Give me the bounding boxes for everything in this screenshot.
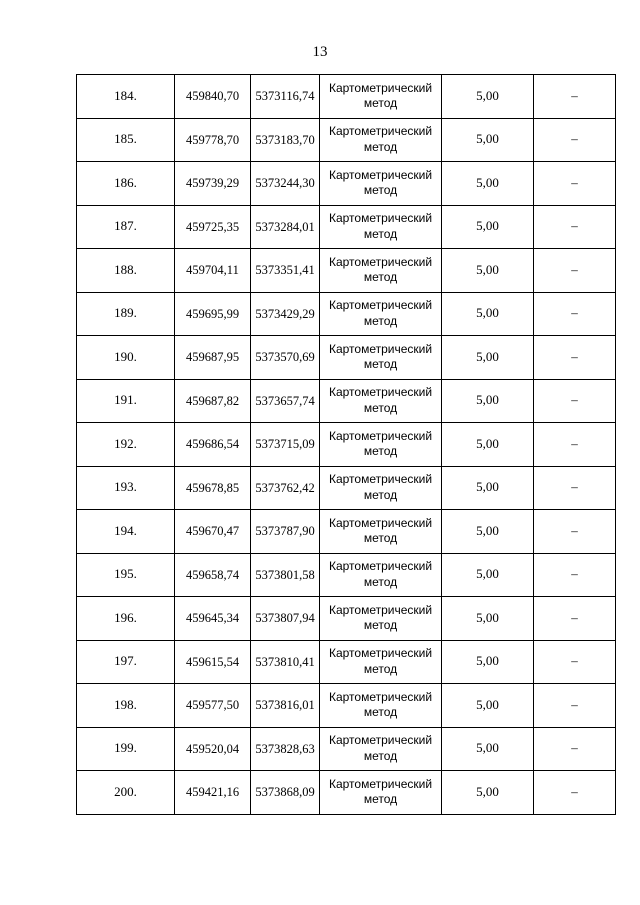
method-line-2: метод [363,444,398,459]
point-number: 198. [77,684,175,728]
coordinate-y: 5373807,94 [251,597,320,641]
coordinate-x: 459687,95 [175,336,251,380]
method-line-1: Картометрический [328,733,433,748]
note: – [534,118,616,162]
method-line-2: метод [363,313,398,328]
coordinate-y: 5373810,41 [251,640,320,684]
method-line-2: метод [363,661,398,676]
method-cell [320,640,442,684]
accuracy: 5,00 [442,118,534,162]
method-line-1: Картометрический [328,472,433,487]
method-line-2: метод [363,357,398,372]
table-row [77,423,616,467]
method-cell [320,423,442,467]
note: – [534,727,616,771]
method-line-2: метод [363,531,398,546]
coordinates-table-body [77,75,616,815]
accuracy: 5,00 [442,597,534,641]
method-cell [320,75,442,119]
point-number: 185. [77,118,175,162]
coordinate-y: 5373762,42 [251,466,320,510]
coordinate-y: 5373570,69 [251,336,320,380]
accuracy: 5,00 [442,292,534,336]
note: – [534,640,616,684]
method-line-1: Картометрический [328,341,433,356]
note: – [534,684,616,728]
method-line-2: метод [363,96,398,111]
method-cell [320,249,442,293]
method-line-2: метод [363,400,398,415]
accuracy: 5,00 [442,75,534,119]
coordinate-x: 459687,82 [175,379,251,423]
method-line-1: Картометрический [328,428,433,443]
accuracy: 5,00 [442,727,534,771]
table-row [77,162,616,206]
point-number: 200. [77,771,175,815]
coordinate-y: 5373351,41 [251,249,320,293]
note: – [534,249,616,293]
method-line-1: Картометрический [328,559,433,574]
table-row [77,684,616,728]
coordinate-y: 5373284,01 [251,205,320,249]
point-number: 197. [77,640,175,684]
coordinate-y: 5373183,70 [251,118,320,162]
coordinate-x: 459670,47 [175,510,251,554]
coordinate-x: 459421,16 [175,771,251,815]
point-number: 189. [77,292,175,336]
note: – [534,466,616,510]
coordinate-y: 5373429,29 [251,292,320,336]
coordinate-x: 459615,54 [175,640,251,684]
coordinate-x: 459645,34 [175,597,251,641]
accuracy: 5,00 [442,553,534,597]
method-line-2: метод [363,574,398,589]
point-number: 184. [77,75,175,119]
accuracy: 5,00 [442,336,534,380]
method-line-1: Картометрический [328,254,433,269]
coordinate-y: 5373816,01 [251,684,320,728]
accuracy: 5,00 [442,640,534,684]
table-row [77,597,616,641]
coordinate-x: 459658,74 [175,553,251,597]
note: – [534,75,616,119]
accuracy: 5,00 [442,510,534,554]
method-cell [320,379,442,423]
coordinate-y: 5373715,09 [251,423,320,467]
method-line-1: Картометрический [328,298,433,313]
coordinate-y: 5373868,09 [251,771,320,815]
table-row [77,75,616,119]
note: – [534,510,616,554]
method-line-1: Картометрический [328,646,433,661]
note: – [534,379,616,423]
coordinate-y: 5373801,58 [251,553,320,597]
method-line-2: метод [363,139,398,154]
coordinate-y: 5373787,90 [251,510,320,554]
method-line-1: Картометрический [328,515,433,530]
accuracy: 5,00 [442,423,534,467]
accuracy: 5,00 [442,684,534,728]
method-cell [320,336,442,380]
point-number: 195. [77,553,175,597]
table-row [77,727,616,771]
point-number: 196. [77,597,175,641]
coordinate-x: 459695,99 [175,292,251,336]
note: – [534,336,616,380]
point-number: 191. [77,379,175,423]
note: – [534,553,616,597]
method-line-1: Картометрический [328,80,433,95]
table-row [77,466,616,510]
point-number: 186. [77,162,175,206]
coordinate-x: 459678,85 [175,466,251,510]
point-number: 188. [77,249,175,293]
table-row [77,379,616,423]
table-row [77,205,616,249]
coordinate-x: 459704,11 [175,249,251,293]
accuracy: 5,00 [442,466,534,510]
table-row [77,640,616,684]
accuracy: 5,00 [442,162,534,206]
note: – [534,162,616,206]
note: – [534,292,616,336]
point-number: 190. [77,336,175,380]
method-line-2: метод [363,618,398,633]
coordinate-x: 459725,35 [175,205,251,249]
table-row [77,336,616,380]
method-line-2: метод [363,705,398,720]
coordinate-y: 5373244,30 [251,162,320,206]
point-number: 194. [77,510,175,554]
method-cell [320,466,442,510]
coordinate-x: 459577,50 [175,684,251,728]
point-number: 192. [77,423,175,467]
coordinate-x: 459520,04 [175,727,251,771]
method-cell [320,553,442,597]
method-cell [320,162,442,206]
method-line-2: метод [363,487,398,502]
method-line-1: Картометрический [328,689,433,704]
method-cell [320,510,442,554]
method-line-2: метод [363,183,398,198]
coordinate-y: 5373116,74 [251,75,320,119]
note: – [534,597,616,641]
method-line-2: метод [363,226,398,241]
method-cell [320,205,442,249]
page-number: 13 [312,44,328,60]
point-number: 193. [77,466,175,510]
method-cell [320,597,442,641]
table-row [77,249,616,293]
method-cell [320,292,442,336]
method-cell [320,684,442,728]
note: – [534,423,616,467]
accuracy: 5,00 [442,771,534,815]
note: – [534,205,616,249]
method-line-1: Картометрический [328,124,433,139]
method-line-1: Картометрический [328,211,433,226]
method-cell [320,118,442,162]
table-row [77,771,616,815]
method-line-1: Картометрический [328,385,433,400]
method-line-2: метод [363,748,398,763]
table-row [77,553,616,597]
coordinate-x: 459739,29 [175,162,251,206]
point-number: 187. [77,205,175,249]
accuracy: 5,00 [442,249,534,293]
coordinate-y: 5373828,63 [251,727,320,771]
method-line-1: Картометрический [328,602,433,617]
coordinate-x: 459778,70 [175,118,251,162]
method-cell [320,727,442,771]
method-line-1: Картометрический [328,167,433,182]
method-cell [320,771,442,815]
method-line-1: Картометрический [328,776,433,791]
method-line-2: метод [363,270,398,285]
method-line-2: метод [363,792,398,807]
accuracy: 5,00 [442,205,534,249]
coordinate-x: 459840,70 [175,75,251,119]
coordinate-x: 459686,54 [175,423,251,467]
table-row [77,118,616,162]
coordinates-table [76,74,616,815]
accuracy: 5,00 [442,379,534,423]
table-row [77,510,616,554]
coordinate-y: 5373657,74 [251,379,320,423]
table-row [77,292,616,336]
note: – [534,771,616,815]
point-number: 199. [77,727,175,771]
